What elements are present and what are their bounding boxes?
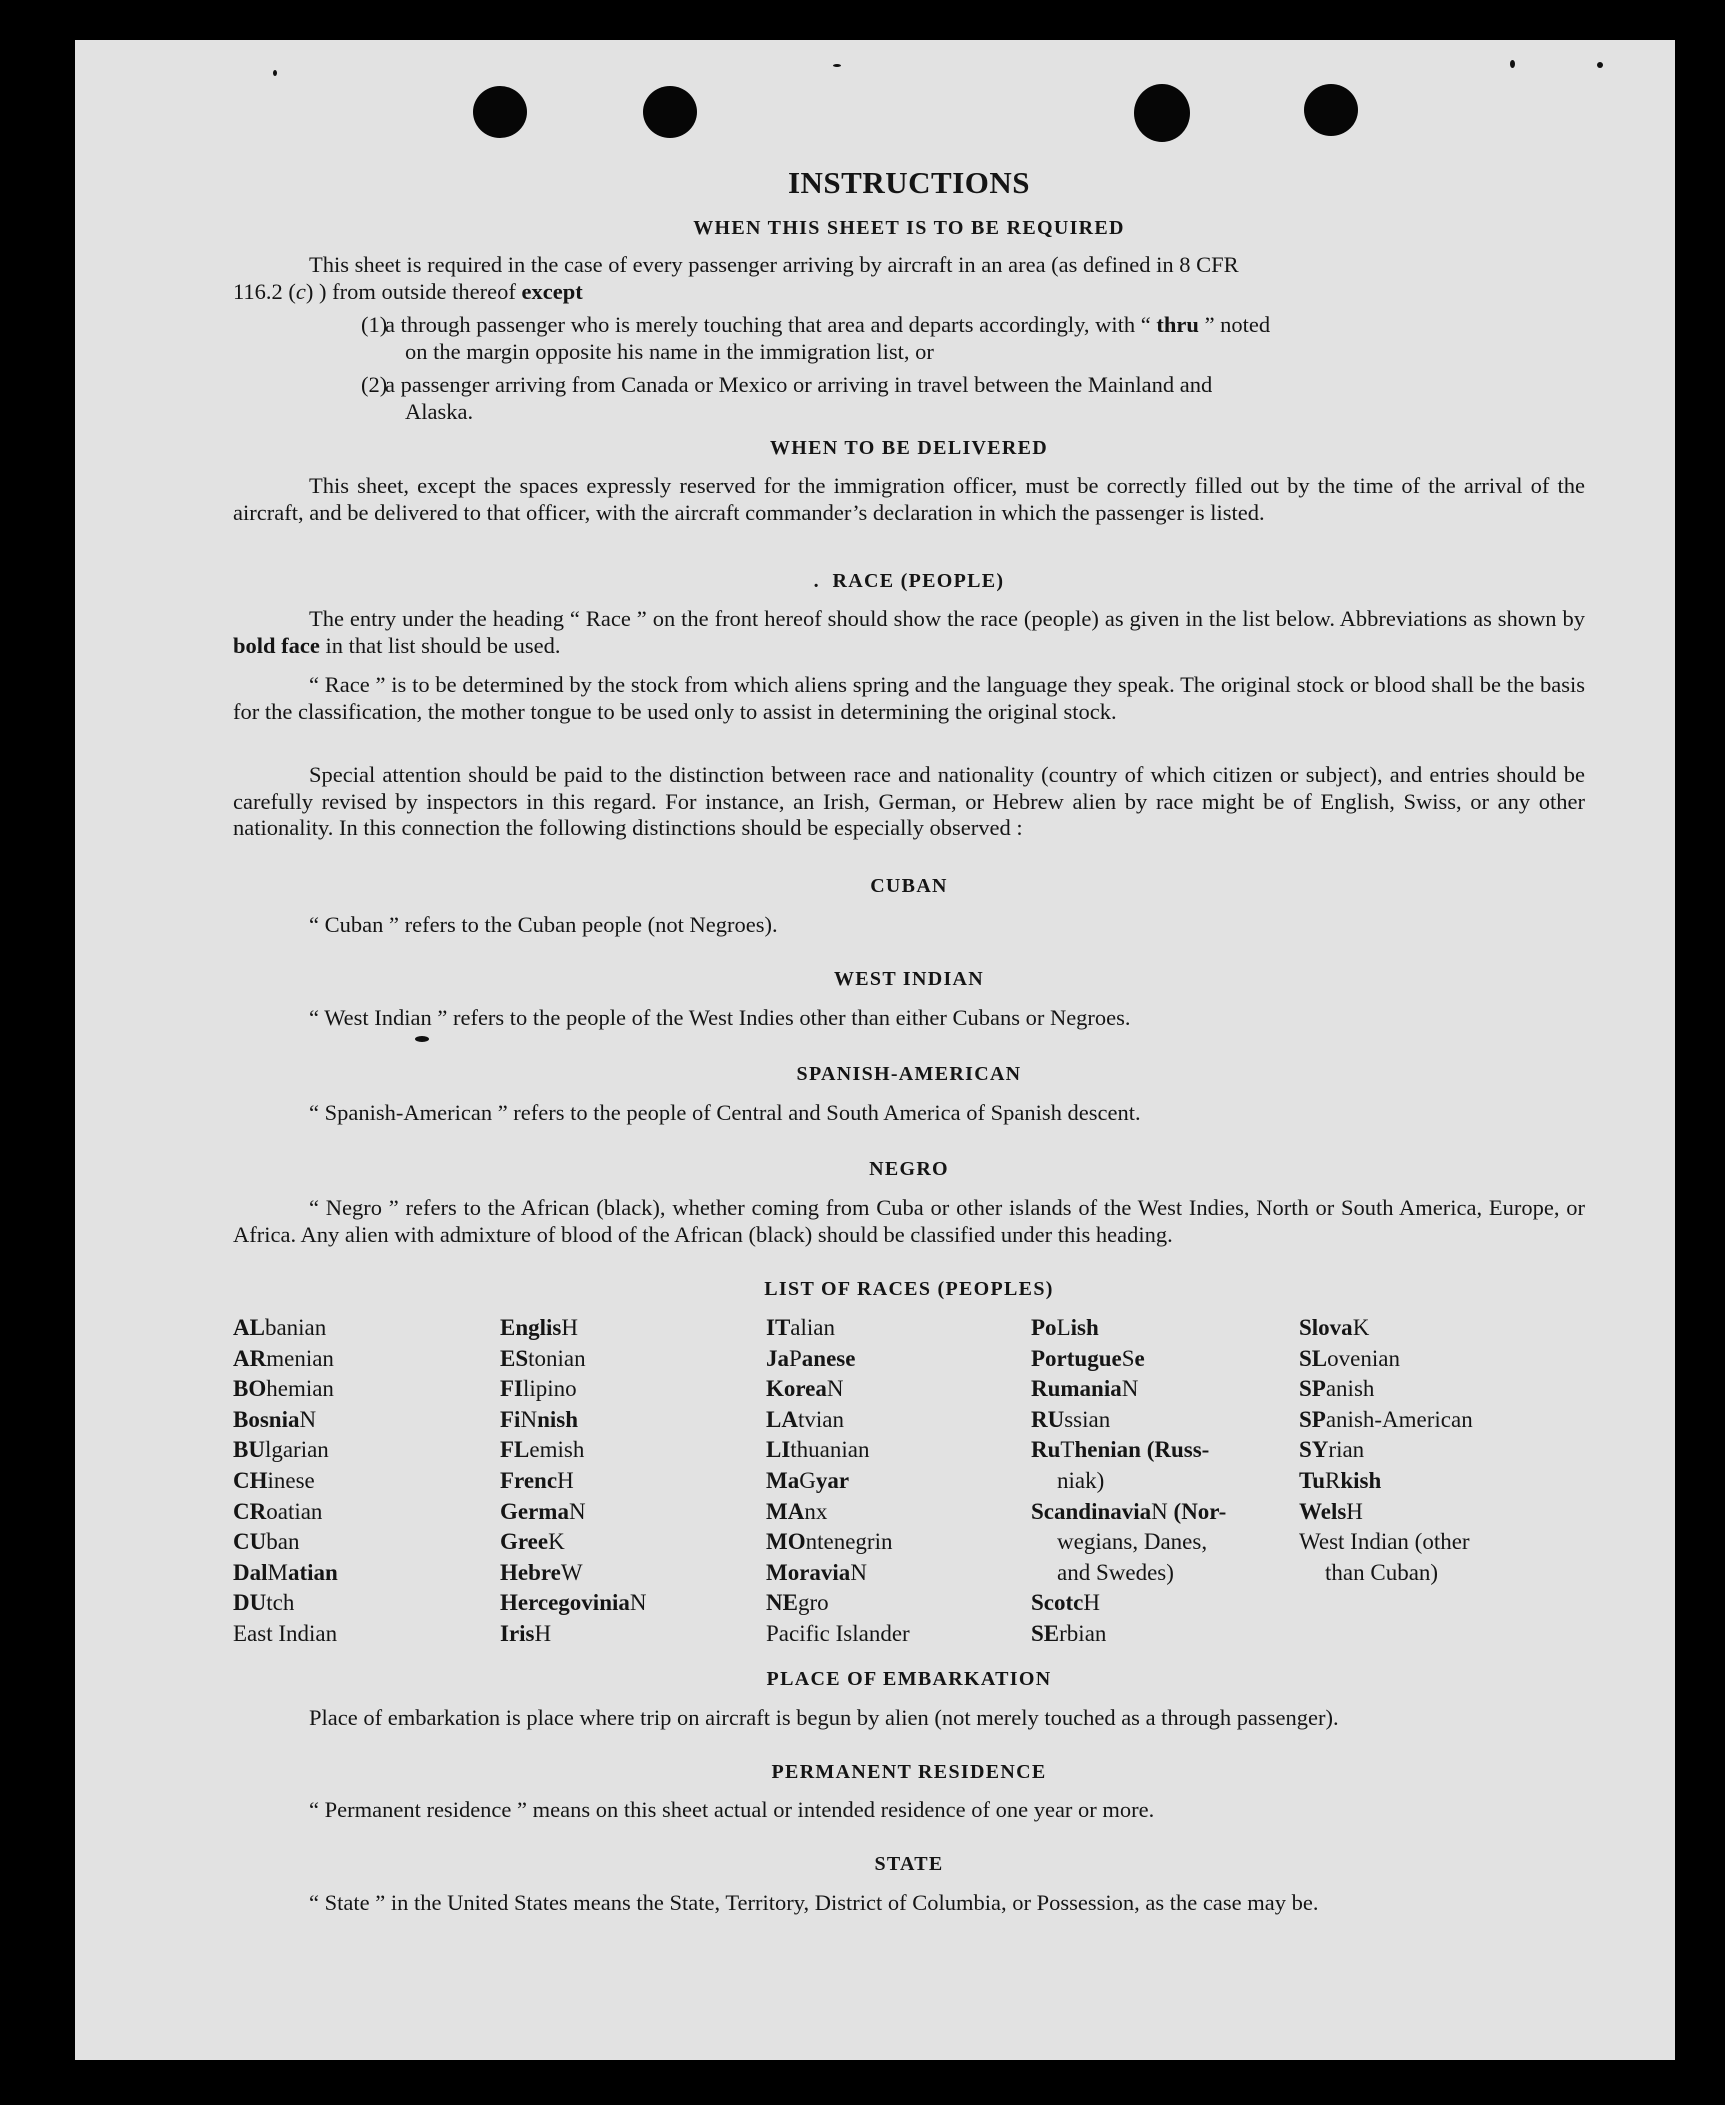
race-text: SE [1031, 1620, 1060, 1646]
race-text: N [568, 1498, 586, 1524]
races-list [233, 1313, 1585, 1663]
race-entry [1299, 1435, 1473, 1466]
speck [415, 1036, 429, 1042]
item1-b: ” noted [1198, 312, 1271, 337]
race-text: Hebre [500, 1559, 561, 1585]
race-text: lipino [523, 1376, 577, 1402]
race-text: Portugue [1031, 1345, 1122, 1371]
race-text: CR [233, 1498, 267, 1524]
race-text: N [520, 1406, 538, 1432]
race-text: MO [766, 1529, 806, 1555]
race-text: P [789, 1345, 802, 1371]
race-paragraph-3: Special attention should be paid to the distinction between race and nationality (country of which citizen or subject), and entries should be carefully revised by inspectors in this regard. For instance, an Irish, German, or Hebrew alien by race might be of English, Swiss, or any other nationality. In this connection the following distinctions should be especially observed : [233, 762, 1585, 840]
negro-text: “ Negro ” refers to the African (black), whether coming from Cuba or other islands of the West Indies, North or South America, Europe, or Africa. Any alien with admixture of blood of the African (black) should be classified under this heading. [233, 1195, 1585, 1247]
cuban-text: “ Cuban ” refers to the Cuban people (not Negroes). [309, 912, 778, 937]
race-text: N [826, 1376, 844, 1402]
race-entry [233, 1558, 338, 1589]
race-text: Englis [500, 1315, 562, 1340]
race-text: Wels [1299, 1498, 1347, 1524]
race-text: Rumania [1031, 1376, 1122, 1402]
race-text: Bosnia [233, 1406, 300, 1432]
race-entry [233, 1344, 338, 1375]
race-text: niak) [1057, 1467, 1105, 1493]
race-entry [233, 1497, 338, 1528]
race-entry [500, 1466, 647, 1497]
race-entry [233, 1313, 338, 1344]
speck [273, 70, 277, 76]
race-text: S [1121, 1345, 1135, 1371]
race-text: SL [1299, 1345, 1328, 1371]
heading-state: STATE [874, 1853, 944, 1875]
race-text: Iris [500, 1620, 535, 1646]
race-entry [1299, 1497, 1473, 1528]
race-entry [1031, 1466, 1226, 1497]
race-text: than Cuban) [1325, 1559, 1439, 1585]
west-indian-text: “ West Indian ” refers to the people of the West Indies other than either Cubans or Negroes. [309, 1005, 1131, 1030]
races-column-4 [1031, 1313, 1226, 1650]
intro-cfr-c: c [295, 278, 306, 304]
race-entry [766, 1466, 910, 1497]
punch-hole [473, 86, 527, 138]
race-entry [1031, 1588, 1226, 1619]
race-text: ES [500, 1345, 529, 1371]
races-column-3 [766, 1313, 910, 1650]
heading-spanish-american: SPANISH-AMERICAN [796, 1063, 1022, 1085]
punch-hole [1134, 84, 1190, 142]
race-text: alian [790, 1315, 835, 1340]
race-text: NE [766, 1590, 798, 1616]
intro-cfr: 116.2 ( [233, 278, 296, 304]
race-text: Scotc [1031, 1590, 1084, 1616]
race-entry [500, 1527, 647, 1558]
race-entry [500, 1344, 647, 1375]
race-text: N [299, 1406, 317, 1432]
race-entry [1299, 1313, 1473, 1344]
race-text: West Indian (other [1299, 1529, 1470, 1555]
race-text: anish-American [1325, 1406, 1473, 1432]
race-text: MA [766, 1498, 805, 1524]
race-text: emish [529, 1437, 585, 1463]
race-text: FL [500, 1437, 530, 1463]
race-entry [766, 1313, 910, 1344]
race-entry [1031, 1374, 1226, 1405]
race-text: LI [766, 1437, 791, 1463]
race-entry [233, 1588, 338, 1619]
races-column-2 [500, 1313, 647, 1650]
item1-continuation: on the margin opposite his name in the immigration list, or [405, 338, 934, 364]
race-text: anese [801, 1345, 856, 1371]
race-text: ntenegrin [805, 1529, 893, 1555]
item1-text [385, 312, 1585, 365]
race-p1-b: in that list should be used. [319, 632, 561, 658]
race-text: BU [233, 1437, 265, 1463]
race-text: banian [264, 1315, 327, 1340]
race-text: Frenc [500, 1467, 558, 1493]
race-text: Ma [766, 1467, 800, 1493]
race-text: H [1083, 1590, 1100, 1616]
race-text: W [560, 1559, 583, 1585]
race-text: atian [287, 1559, 338, 1585]
race-entry [233, 1435, 338, 1466]
race-text: SP [1299, 1406, 1326, 1432]
race-entry [766, 1558, 910, 1589]
race-entry [1299, 1558, 1473, 1589]
race-entry [1299, 1405, 1473, 1436]
race-text: ovenian [1327, 1345, 1400, 1371]
exception-item-2 [361, 372, 1585, 425]
item1-number: (1) [361, 312, 388, 337]
race-p1-bold: bold face [233, 632, 320, 658]
intro-line2: ) ) from outside thereof [305, 278, 522, 304]
race-p1-a: The entry under the heading “ Race ” on the front hereof should show the race (people) as given in the list below. Abbreviations as shown by [309, 606, 1585, 631]
race-text: DU [233, 1590, 267, 1616]
race-text: nx [804, 1498, 828, 1524]
race-text: BO [233, 1376, 267, 1402]
race-text: lgarian [264, 1437, 329, 1463]
intro-line1: This sheet is required in the case of every passenger arriving by aircraft in an area (as defined in 8 CFR [309, 252, 1239, 277]
heading-west-indian: WEST INDIAN [833, 968, 985, 990]
race-text: thuanian [790, 1437, 870, 1463]
race-text: ish [1070, 1315, 1099, 1340]
race-entry [500, 1558, 647, 1589]
race-text: henian (Russ- [1074, 1437, 1210, 1463]
item1-thru: thru [1156, 312, 1199, 337]
race-entry [500, 1588, 647, 1619]
race-entry [1031, 1558, 1226, 1589]
race-text: Pacific Islander [766, 1620, 910, 1646]
race-text: L [1056, 1315, 1071, 1340]
state-text: “ State ” in the United States means the State, Territory, District of Columbia, or Possession, as the case may be. [309, 1890, 1319, 1915]
race-text: ssian [1064, 1406, 1111, 1432]
residence-text: “ Permanent residence ” means on this sheet actual or intended residence of one year or more. [309, 1797, 1155, 1822]
race-text: AL [233, 1315, 265, 1340]
race-text: H [1346, 1498, 1363, 1524]
race-text: CU [233, 1529, 267, 1555]
race-text: N [850, 1559, 867, 1585]
race-entry [766, 1527, 910, 1558]
race-entry [233, 1405, 338, 1436]
race-entry [1031, 1405, 1226, 1436]
race-text: and Swedes) [1057, 1559, 1174, 1585]
exception-item-1 [361, 312, 1585, 365]
race-text: H [557, 1467, 574, 1493]
race-text: T [1060, 1437, 1075, 1463]
race-text: hemian [266, 1376, 334, 1402]
race-text: Fi [500, 1406, 521, 1432]
race-text: anish [1325, 1376, 1375, 1402]
race-text: Ja [766, 1345, 789, 1371]
race-text: Tu [1299, 1467, 1326, 1493]
race-text: H [561, 1315, 578, 1340]
race-text: Ru [1031, 1437, 1061, 1463]
race-text: Slova [1299, 1315, 1353, 1340]
race-entry [500, 1435, 647, 1466]
heading-negro: NEGRO [869, 1158, 949, 1180]
document-page [75, 40, 1675, 2060]
race-text: R [1325, 1467, 1341, 1493]
race-text: IT [766, 1315, 791, 1340]
race-text: Dal [233, 1559, 268, 1585]
race-entry [766, 1619, 910, 1650]
speck [833, 64, 841, 67]
heading-cuban: CUBAN [870, 875, 948, 897]
race-text: K [1352, 1315, 1370, 1340]
race-text: AR [233, 1345, 267, 1371]
item2-a: a passenger arriving from Canada or Mexico or arriving in travel between the Mainland and [385, 372, 1213, 397]
race-text: SY [1299, 1437, 1329, 1463]
race-text: Gree [500, 1529, 549, 1555]
race-text: N [629, 1590, 647, 1616]
race-entry [1299, 1344, 1473, 1375]
race-text: K [548, 1529, 565, 1555]
race-entry [1031, 1344, 1226, 1375]
heading-embarkation: PLACE OF EMBARKATION [766, 1668, 1052, 1690]
page-title: INSTRUCTIONS [787, 165, 1030, 200]
race-text: LA [766, 1406, 798, 1432]
race-entry [500, 1374, 647, 1405]
race-text: ban [266, 1529, 300, 1555]
race-text: H [534, 1620, 552, 1646]
race-text: Korea [766, 1376, 827, 1402]
race-paragraph-2: “ Race ” is to be determined by the stock from which aliens spring and the language they speak. The original stock or blood shall be the basis for the classification, the mother tongue to be used only to assist in determining the original stock. [233, 672, 1585, 724]
race-entry [1031, 1313, 1226, 1344]
race-entry [233, 1619, 338, 1650]
heading-when-required: WHEN THIS SHEET IS TO BE REQUIRED [693, 217, 1125, 239]
race-text: wegians, Danes, [1057, 1529, 1208, 1555]
race-text: Scandinavia [1031, 1498, 1152, 1524]
heading-permanent-residence: PERMANENT RESIDENCE [771, 1761, 1047, 1783]
heading-list-of-races: LIST OF RACES (PEOPLES) [764, 1278, 1054, 1300]
race-text: rbian [1059, 1620, 1107, 1646]
race-entry [766, 1374, 910, 1405]
race-text: Moravia [766, 1559, 851, 1585]
race-text: Germa [500, 1498, 569, 1524]
race-entry [233, 1527, 338, 1558]
item2-number: (2) [361, 372, 388, 397]
when-delivered-text: This sheet, except the spaces expressly reserved for the immigration officer, must be correctly filled out by the time of the arrival of the aircraft, and be delivered to that officer, with the aircraft commander’s declaration in which the passenger is listed. [233, 473, 1585, 525]
punch-hole [643, 86, 697, 138]
race-entry [766, 1344, 910, 1375]
speck [1597, 62, 1603, 68]
race-text: CH [233, 1467, 268, 1493]
race-text: FI [500, 1376, 523, 1402]
race-text: tvian [797, 1406, 844, 1432]
races-column-5 [1299, 1313, 1473, 1588]
item2-text [385, 372, 1585, 425]
race-text: Po [1031, 1315, 1057, 1340]
race-text: gro [797, 1590, 829, 1616]
spanish-american-text: “ Spanish-American ” refers to the people of Central and South America of Spanish descent. [309, 1100, 1141, 1125]
race-entry [500, 1405, 647, 1436]
race-entry [1299, 1466, 1473, 1497]
race-text: Hercegovinia [500, 1590, 630, 1616]
race-entry [233, 1466, 338, 1497]
race-text: M [267, 1559, 288, 1585]
race-entry [766, 1497, 910, 1528]
heading-race: . RACE (PEOPLE) [813, 570, 1005, 592]
race-text: N [1151, 1498, 1168, 1524]
race-entry [1031, 1527, 1226, 1558]
race-paragraph-1 [233, 606, 1585, 659]
race-entry [766, 1435, 910, 1466]
race-text: SP [1299, 1376, 1326, 1402]
race-entry [1031, 1619, 1226, 1650]
race-text: rian [1328, 1437, 1365, 1463]
race-text: G [799, 1467, 816, 1493]
race-entry [1031, 1497, 1226, 1528]
race-text: e [1134, 1345, 1145, 1371]
races-column-1 [233, 1313, 338, 1650]
race-text: nish [537, 1406, 579, 1432]
race-text: inese [267, 1467, 315, 1493]
race-entry [766, 1588, 910, 1619]
punch-hole [1304, 84, 1358, 136]
race-entry [1299, 1527, 1473, 1558]
item1-a: a through passenger who is merely touching that area and departs accordingly, with “ [385, 312, 1157, 337]
race-text: kish [1340, 1467, 1382, 1493]
race-entry [1031, 1435, 1226, 1466]
item2-continuation: Alaska. [405, 398, 474, 424]
race-text: menian [266, 1345, 334, 1371]
intro-except: except [521, 278, 583, 304]
race-text: (Nor- [1167, 1498, 1227, 1524]
race-entry [500, 1497, 647, 1528]
race-entry [766, 1405, 910, 1436]
race-text: yar [815, 1467, 850, 1493]
race-entry [500, 1619, 647, 1650]
race-text: tch [266, 1590, 295, 1616]
race-entry [500, 1313, 647, 1344]
race-text: N [1121, 1376, 1139, 1402]
when-required-intro [233, 252, 1585, 305]
embarkation-text: Place of embarkation is place where trip on aircraft is begun by alien (not merely touched as a through passenger). [309, 1705, 1339, 1730]
race-text: RU [1031, 1406, 1065, 1432]
race-text: tonian [528, 1345, 586, 1371]
race-text: oatian [266, 1498, 323, 1524]
speck [1510, 60, 1515, 68]
race-entry [1299, 1374, 1473, 1405]
race-text: East Indian [233, 1620, 338, 1646]
race-entry [233, 1374, 338, 1405]
heading-when-delivered: WHEN TO BE DELIVERED [769, 437, 1049, 459]
